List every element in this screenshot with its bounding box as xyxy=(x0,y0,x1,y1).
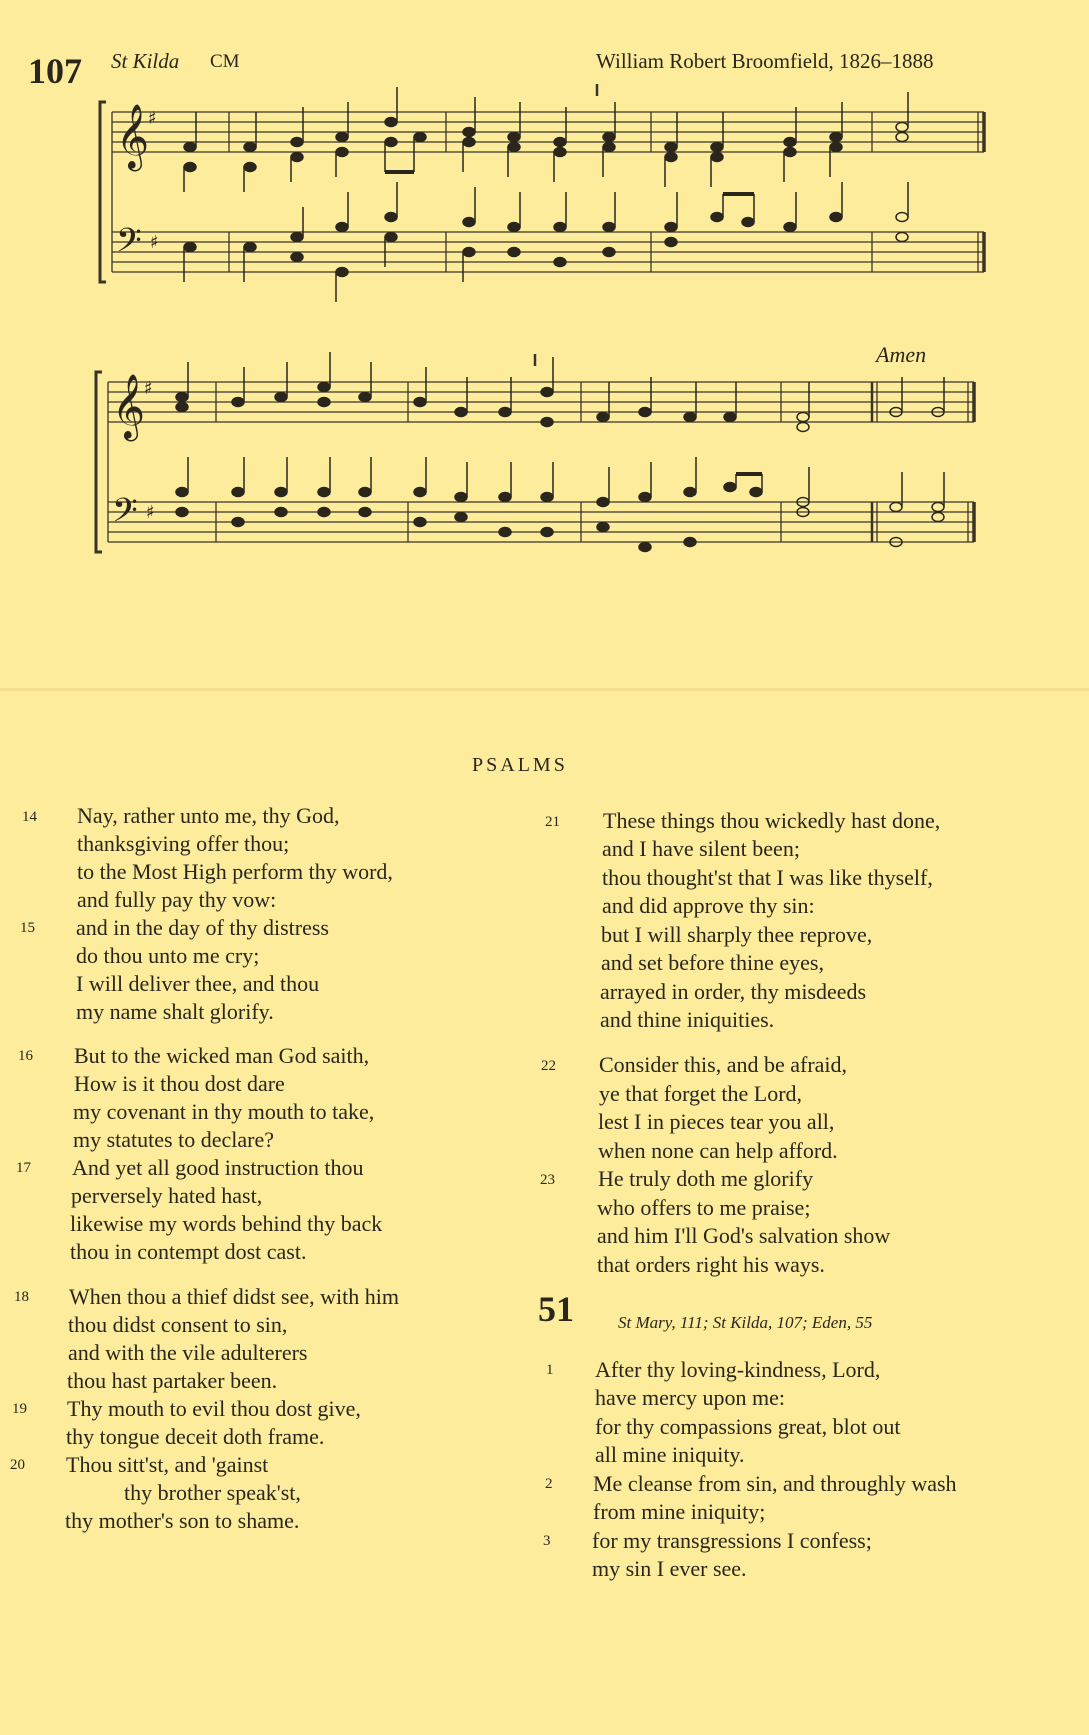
verse-line: for thy compassions great, blot out xyxy=(595,1414,901,1439)
verse-number: 16 xyxy=(18,1048,33,1064)
verse-line: and set before thine eyes, xyxy=(601,950,824,975)
verse-line: I will deliver thee, and thou xyxy=(76,971,320,996)
verse-line: arrayed in order, thy misdeeds xyxy=(600,979,867,1004)
verse-line: And yet all good instruction thou xyxy=(72,1155,364,1180)
verse-line: When thou a thief didst see, with him xyxy=(69,1284,399,1309)
verse-line: lest I in pieces tear you all, xyxy=(598,1109,835,1134)
composer: William Robert Broomfield, 1826–1888 xyxy=(596,49,934,73)
verse-number: 2 xyxy=(545,1476,553,1492)
svg-text:♯: ♯ xyxy=(146,502,155,523)
verse-number: 21 xyxy=(545,814,560,830)
verse-line: ye that forget the Lord, xyxy=(599,1081,803,1106)
verse-line: but I will sharply thee reprove, xyxy=(601,922,873,947)
verse-line: likewise my words behind thy back xyxy=(70,1211,383,1236)
verse-line: who offers to me praise; xyxy=(597,1195,811,1220)
verse-line: and thine iniquities. xyxy=(600,1007,775,1032)
verse-line: thou thought'st that I was like thyself, xyxy=(602,865,933,890)
system1-bass-staff xyxy=(112,232,984,272)
verse-line: that orders right his ways. xyxy=(597,1252,825,1277)
verse-line: have mercy upon me: xyxy=(595,1385,785,1410)
verse-line: for my transgressions I confess; xyxy=(592,1528,872,1553)
page-fold-divider xyxy=(0,688,1089,691)
verse-line: and fully pay thy vow: xyxy=(77,887,277,912)
psalm-number: 51 xyxy=(538,1289,574,1329)
verse-line: my statutes to declare? xyxy=(73,1127,274,1152)
section-title: PSALMS xyxy=(472,754,568,776)
verse-line: These things thou wickedly hast done, xyxy=(603,808,941,833)
verse-line: thou hast partaker been. xyxy=(67,1368,278,1393)
amen-label: Amen xyxy=(876,342,927,367)
treble-clef-icon: 𝄞 xyxy=(112,374,146,439)
verse-line: Consider this, and be afraid, xyxy=(599,1052,848,1077)
verse-line: After thy loving-kindness, Lord, xyxy=(595,1357,881,1382)
verse-line: But to the wicked man God saith, xyxy=(74,1043,370,1068)
verse-number: 15 xyxy=(20,920,35,936)
svg-text:♯: ♯ xyxy=(150,232,159,253)
verse-line: my sin I ever see. xyxy=(592,1556,747,1581)
verse-line: and him I'll God's salvation show xyxy=(597,1223,891,1248)
verse-number: 18 xyxy=(14,1289,29,1305)
verse-line: my covenant in thy mouth to take, xyxy=(73,1099,375,1124)
svg-text:♯: ♯ xyxy=(148,108,157,129)
verse-number: 1 xyxy=(546,1362,554,1378)
verse-number: 19 xyxy=(12,1401,27,1417)
verse-line: thou didst consent to sin, xyxy=(68,1312,288,1337)
svg-text:♯: ♯ xyxy=(144,378,153,399)
verse-line: How is it thou dost dare xyxy=(74,1071,285,1096)
tune-name: St Kilda xyxy=(111,49,180,73)
hymn-number: 107 xyxy=(28,51,82,91)
tune-references: St Mary, 111; St Kilda, 107; Eden, 55 xyxy=(618,1313,873,1332)
bass-clef-icon: 𝄢 xyxy=(112,492,138,538)
verse-line: and did approve thy sin: xyxy=(602,893,815,918)
verse-line: perversely hated hast, xyxy=(71,1183,263,1208)
verse-line: He truly doth me glorify xyxy=(598,1166,814,1191)
verse-line: thy tongue deceit doth frame. xyxy=(66,1424,325,1449)
verse-number: 22 xyxy=(541,1058,556,1074)
verse-line: thou in contempt dost cast. xyxy=(70,1239,307,1264)
verse-line: thy brother speak'st, xyxy=(124,1480,301,1505)
bass-clef-icon: 𝄢 xyxy=(116,222,142,268)
verse-line: Thou sitt'st, and 'gainst xyxy=(66,1452,269,1477)
treble-clef-icon: 𝄞 xyxy=(116,104,150,169)
system1-treble-staff xyxy=(112,112,984,152)
verse-line: and in the day of thy distress xyxy=(76,915,329,940)
system1-notes xyxy=(184,87,908,302)
verse-line: when none can help afford. xyxy=(598,1138,838,1163)
verse-line: all mine iniquity. xyxy=(595,1442,745,1467)
verse-number: 17 xyxy=(16,1160,31,1176)
verse-line: Nay, rather unto me, thy God, xyxy=(77,803,340,828)
verse-line: to the Most High perform thy word, xyxy=(77,859,393,884)
verse-line: do thou unto me cry; xyxy=(76,943,260,968)
verse-number: 3 xyxy=(543,1533,551,1549)
verse-line: Thy mouth to evil thou dost give, xyxy=(67,1396,361,1421)
verse-line: thanksgiving offer thou; xyxy=(77,831,290,856)
meter: CM xyxy=(210,51,240,72)
verse-line: and with the vile adulterers xyxy=(68,1340,308,1365)
verse-line: my name shalt glorify. xyxy=(76,999,274,1024)
verse-line: Me cleanse from sin, and throughly wash xyxy=(593,1471,957,1496)
verse-number: 20 xyxy=(10,1457,25,1473)
verse-number: 23 xyxy=(540,1172,555,1188)
verse-line: and I have silent been; xyxy=(602,836,800,861)
verse-line: from mine iniquity; xyxy=(593,1499,766,1524)
verse-line: thy mother's son to shame. xyxy=(65,1508,300,1533)
music-score xyxy=(0,0,1089,600)
verse-number: 14 xyxy=(22,809,37,825)
